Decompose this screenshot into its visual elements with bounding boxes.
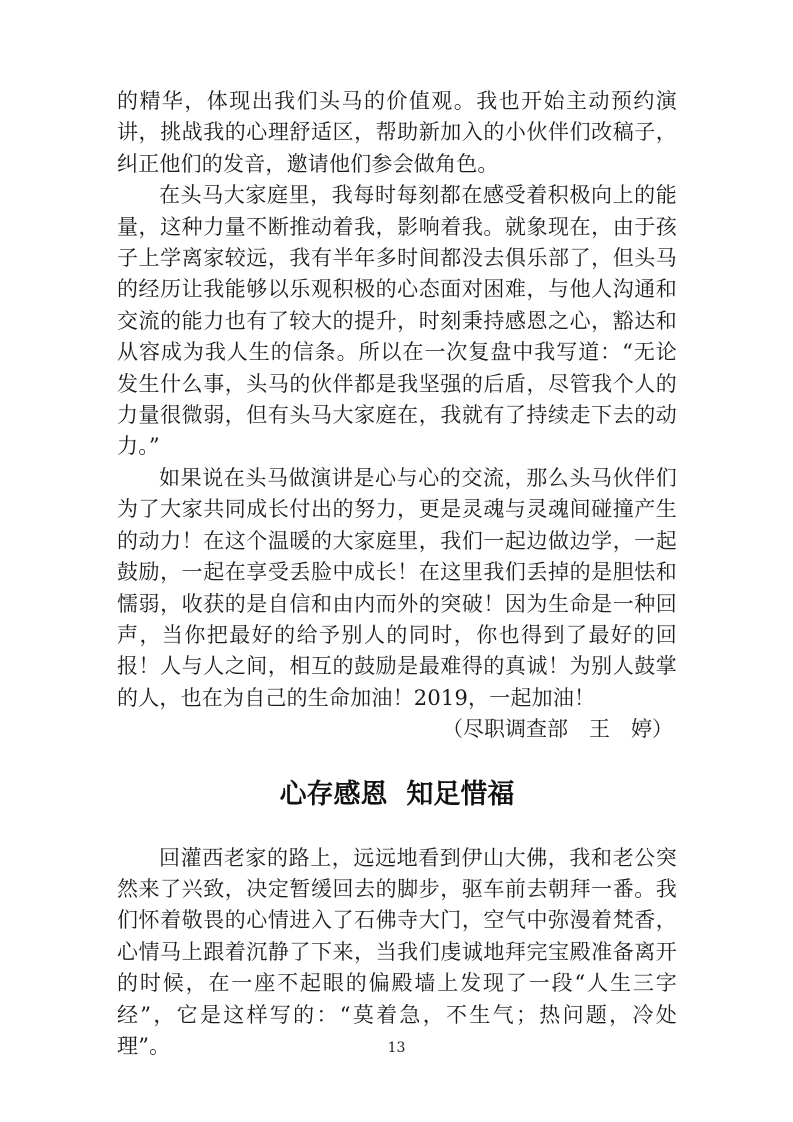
article2-paragraph-1: 回灌西老家的路上，远远地看到伊山大佛，我和老公突然来了兴致，决定暂缓回去的脚步，驱车前去朝拜一番。我们怀着敬畏的心情进入了石佛寺大门，空气中弥漫着梵香，心情马上跟着沉静了下来，当我们虔诚地拜完宝殿准备离开的时候，在一座不起眼的偏殿墙上发现了一段“人生三字经”，它是这样写的：“莫着急，不生气；热问题，冷处理”。 [117, 845, 677, 1058]
article1-paragraph-continuation: 的精华，体现出我们头马的价值观。我也开始主动预约演讲，挑战我的心理舒适区，帮助新加入的小伙伴们改稿子，纠正他们的发音，邀请他们参会做角色。 [117, 89, 677, 176]
page-number: 13 [387, 1040, 406, 1056]
article1-paragraph-3: 如果说在头马做演讲是心与心的交流，那么头马伙伴们为了大家共同成长付出的努力，更是灵魂与灵魂间碰撞产生的动力！在这个温暖的大家庭里，我们一起边做边学，一起鼓励，一起在享受丢脸中成长！在这里我们丢掉的是胆怯和懦弱，收获的是自信和由内而外的突破！因为生命是一种回声，当你把最好的给予别人的同时，你也得到了最好的回报！人与人之间，相互的鼓励是最难得的真诚！为别人鼓掌的人，也在为自己的生命加油！2019，一起加油！ [117, 465, 677, 710]
article1-paragraph-2: 在头马大家庭里，我每时每刻都在感受着积极向上的能量，这种力量不断推动着我，影响着我。就象现在，由于孩子上学离家较远，我有半年多时间都没去俱乐部了，但头马的经历让我能够以乐观积极的心态面对困难，与他人沟通和交流的能力也有了较大的提升，时刻秉持感恩之心，豁达和从容成为我人生的信条。所以在一次复盘中我写道：“无论发生什么事，头马的伙伴都是我坚强的后盾，尽管我个人的力量很微弱，但有头马大家庭在，我就有了持续走下去的动力。” [117, 183, 677, 459]
article1-byline: （尽职调查部 王 婷） [442, 717, 673, 742]
text-block [117, 86, 677, 1062]
article2-title: 心存感恩 知足惜福 [279, 778, 515, 810]
